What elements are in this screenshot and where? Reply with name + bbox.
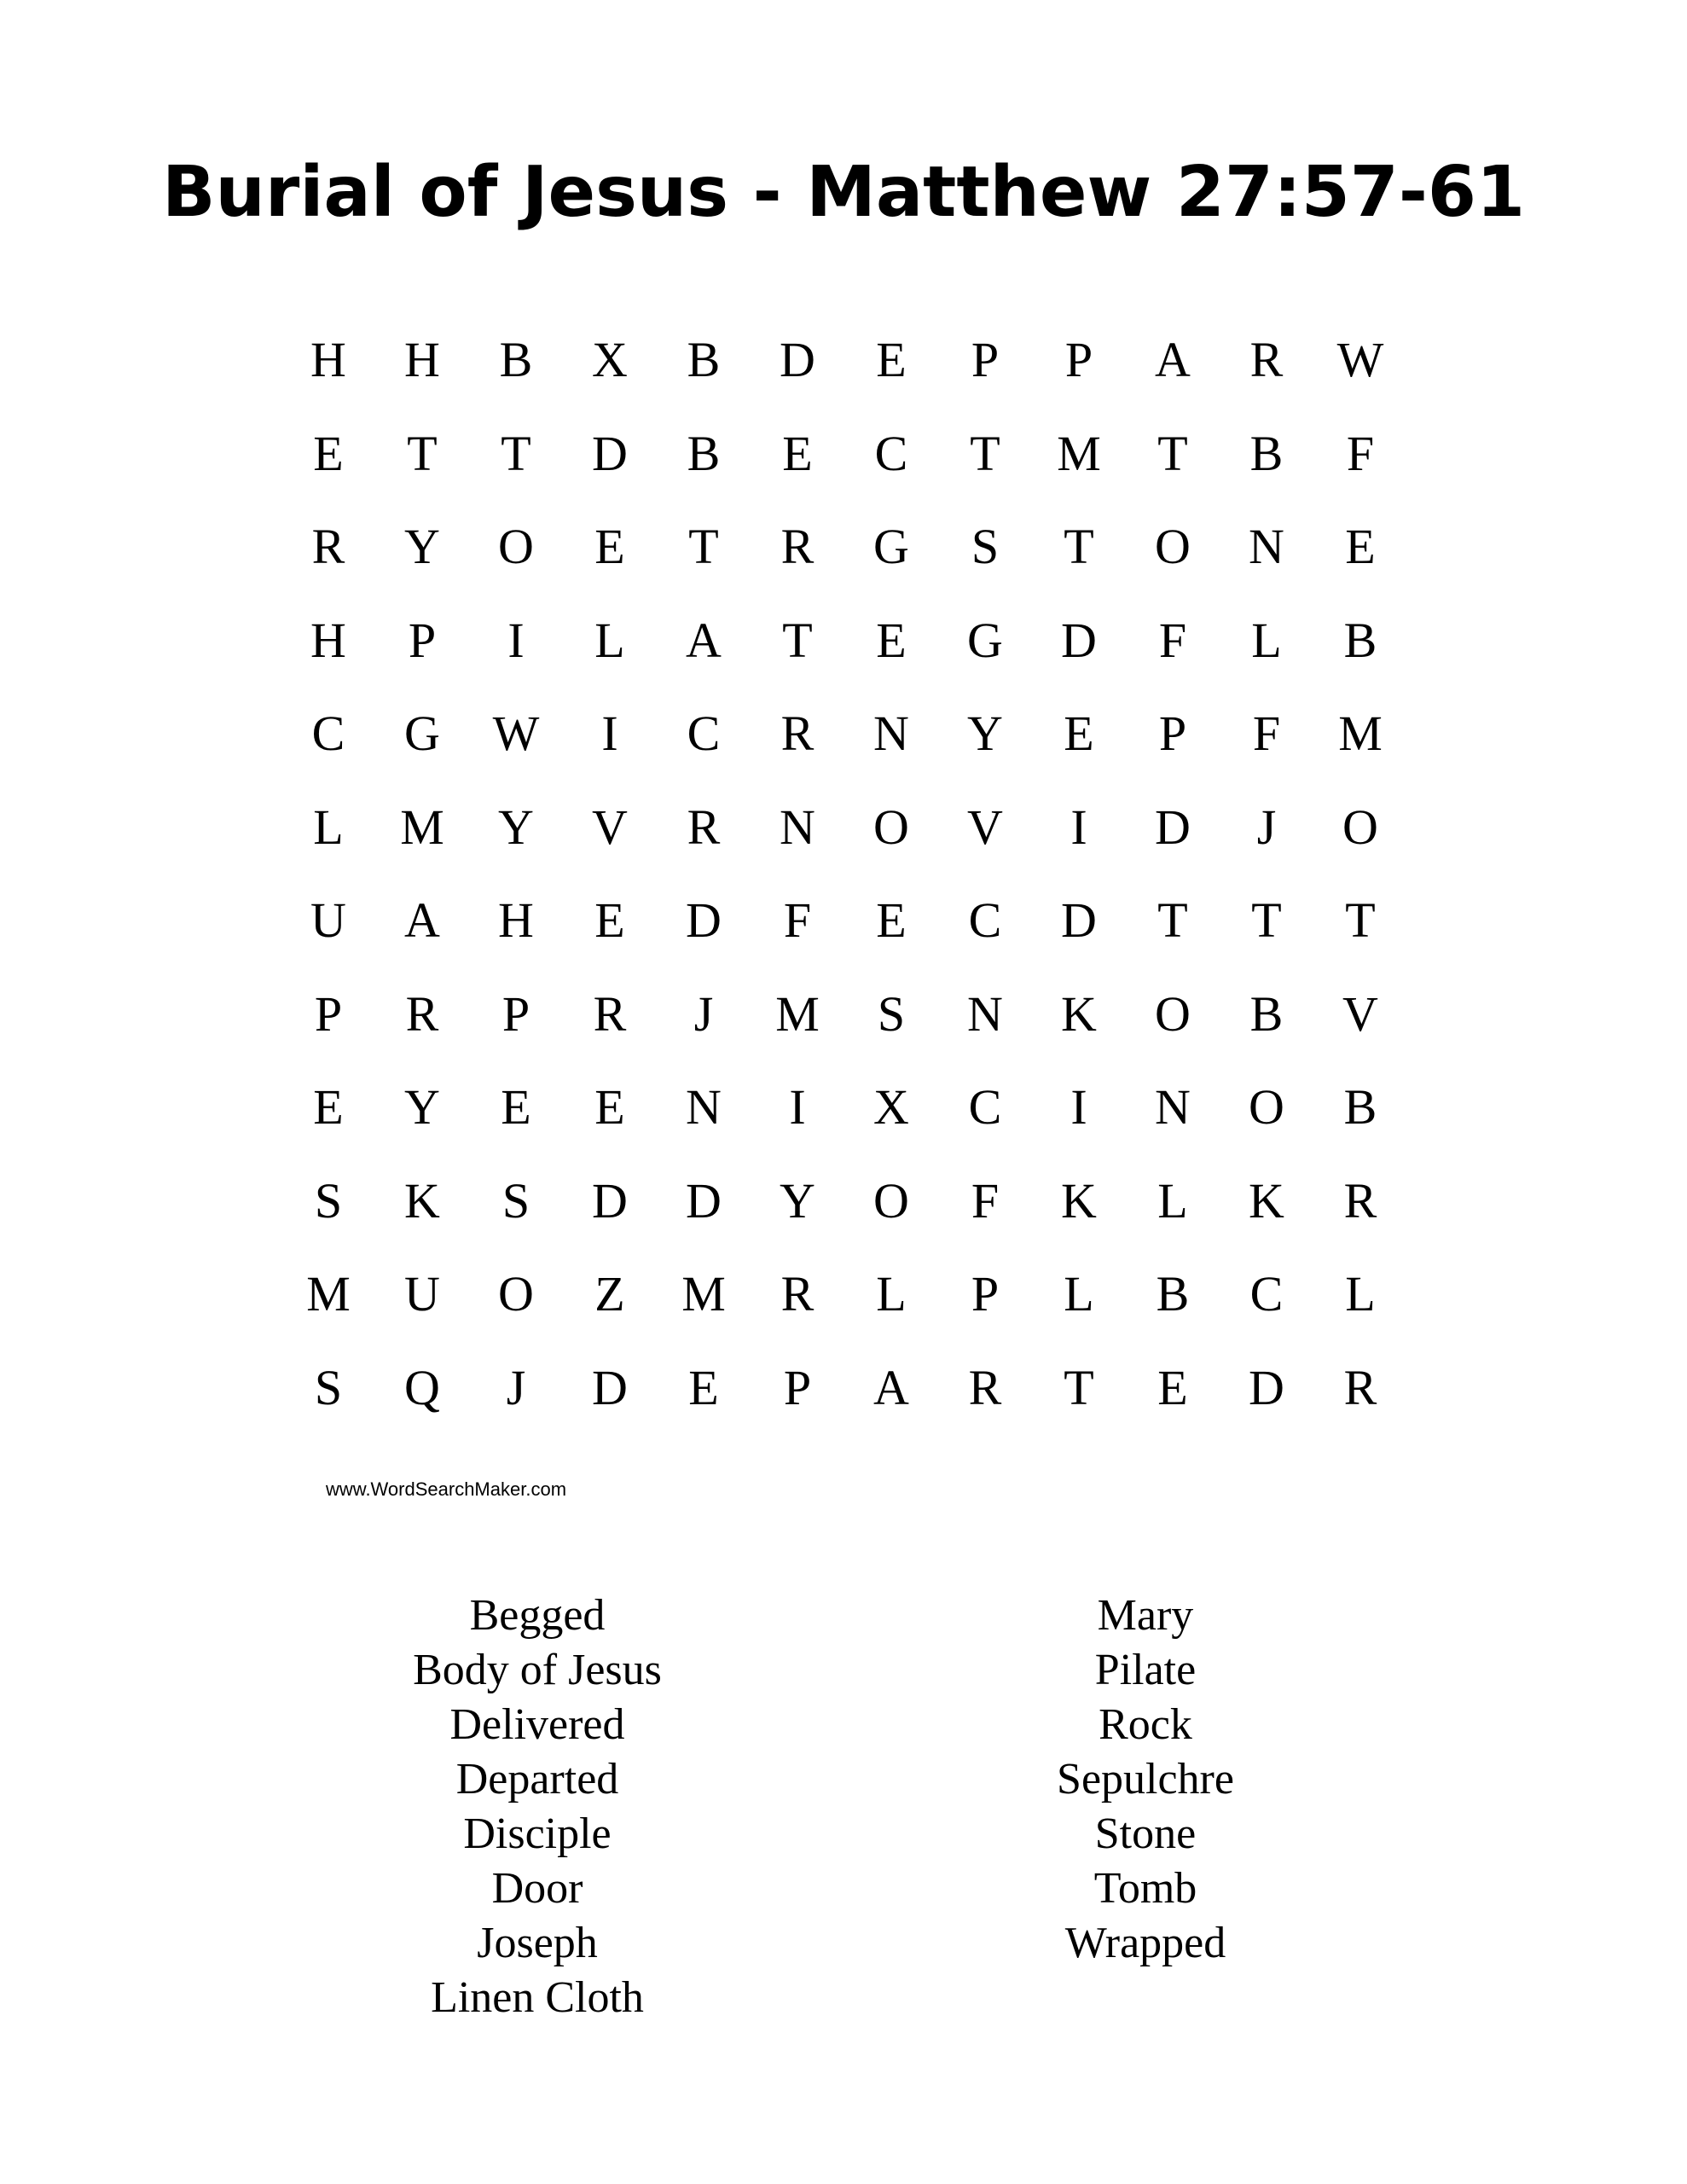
grid-letter: N xyxy=(967,985,1003,1042)
grid-letter: G xyxy=(967,612,1003,668)
grid-letter: N xyxy=(780,799,815,855)
grid-letter: E xyxy=(501,1079,531,1135)
grid-letter: B xyxy=(1343,612,1377,668)
grid-letter: C xyxy=(874,425,908,481)
grid-letter: R xyxy=(311,519,345,574)
word-list-item: Delivered xyxy=(449,1700,625,1749)
grid-letter: T xyxy=(407,425,438,481)
grid-letter: E xyxy=(313,425,344,481)
grid-letter: B xyxy=(1343,1079,1377,1135)
grid-letter: R xyxy=(1343,1359,1377,1415)
source-credit: www.WordSearchMaker.com xyxy=(326,1478,567,1500)
grid-letter: R xyxy=(780,1266,815,1321)
grid-letter: P xyxy=(314,985,343,1042)
grid-letter: C xyxy=(1249,1266,1284,1321)
grid-letter: F xyxy=(1158,612,1187,668)
grid-letter: A xyxy=(686,612,722,668)
grid-letter: P xyxy=(1064,332,1093,387)
grid-letter: L xyxy=(1345,1266,1376,1321)
grid-letter: T xyxy=(1064,1359,1094,1415)
grid-letter: G xyxy=(404,706,440,761)
grid-letter: E xyxy=(594,892,625,948)
grid-letter: A xyxy=(404,892,440,948)
grid-letter: R xyxy=(1343,1172,1377,1228)
grid-letter: R xyxy=(1249,332,1284,387)
grid-letter: D xyxy=(780,332,815,387)
grid-letter: O xyxy=(498,1266,534,1321)
grid-letter: F xyxy=(783,892,812,948)
grid-letter: E xyxy=(313,1079,344,1135)
grid-letter: T xyxy=(970,425,1000,481)
grid-letter: L xyxy=(594,612,625,668)
grid-letter: I xyxy=(789,1079,806,1135)
grid-letter: V xyxy=(1342,985,1378,1042)
grid-letter: H xyxy=(404,332,440,387)
grid-letter: D xyxy=(592,1172,628,1228)
grid-letter: E xyxy=(594,1079,625,1135)
grid-letter: Z xyxy=(594,1266,625,1321)
word-list-item: Sepulchre xyxy=(1057,1755,1234,1804)
grid-letter: K xyxy=(1061,1172,1097,1228)
grid-letter: F xyxy=(1346,425,1375,481)
grid-letter: O xyxy=(1155,985,1191,1042)
grid-letter: O xyxy=(1155,519,1191,574)
grid-letter: E xyxy=(876,892,907,948)
grid-letter: A xyxy=(873,1359,909,1415)
grid-letter: A xyxy=(1155,332,1191,387)
grid-letter: T xyxy=(782,612,813,668)
grid-letter: D xyxy=(592,425,628,481)
grid-letter: Y xyxy=(967,706,1003,761)
grid-letter: V xyxy=(967,799,1003,855)
grid-letter: P xyxy=(971,1266,1000,1321)
grid-letter: B xyxy=(1249,425,1284,481)
grid-letter: B xyxy=(687,332,721,387)
grid-letter: M xyxy=(306,1266,351,1321)
grid-letter: B xyxy=(1249,985,1284,1042)
grid-letter: W xyxy=(492,706,540,761)
grid-letter: L xyxy=(1157,1172,1188,1228)
word-list-item: Disciple xyxy=(463,1809,612,1858)
grid-letter: T xyxy=(1064,519,1094,574)
grid-letter: R xyxy=(968,1359,1002,1415)
grid-letter: B xyxy=(1156,1266,1190,1321)
grid-letter: R xyxy=(780,706,815,761)
grid-letter: P xyxy=(408,612,437,668)
word-list-item: Stone xyxy=(1094,1809,1197,1858)
grid-letter: I xyxy=(507,612,525,668)
grid-letter: S xyxy=(314,1172,343,1228)
grid-letter: V xyxy=(592,799,628,855)
grid-letter: Y xyxy=(498,799,534,855)
grid-letter: R xyxy=(593,985,627,1042)
grid-letter: O xyxy=(498,519,534,574)
grid-letter: N xyxy=(1155,1079,1191,1135)
grid-letter: B xyxy=(687,425,721,481)
grid-letter: L xyxy=(876,1266,907,1321)
grid-letter: C xyxy=(968,1079,1002,1135)
grid-letter: P xyxy=(971,332,1000,387)
word-list-item: Door xyxy=(491,1864,583,1913)
grid-letter: B xyxy=(499,332,533,387)
grid-letter: D xyxy=(1061,612,1097,668)
grid-letter: S xyxy=(314,1359,343,1415)
word-list-item: Body of Jesus xyxy=(413,1646,662,1694)
grid-letter: P xyxy=(783,1359,812,1415)
word-list-item: Departed xyxy=(455,1755,619,1804)
grid-letter: F xyxy=(971,1172,1000,1228)
grid-letter: P xyxy=(501,985,530,1042)
grid-letter: D xyxy=(686,1172,722,1228)
grid-letter: D xyxy=(686,892,722,948)
grid-letter: N xyxy=(873,706,909,761)
grid-letter: M xyxy=(775,985,820,1042)
grid-letter: J xyxy=(1256,799,1277,855)
grid-letter: M xyxy=(1057,425,1101,481)
grid-letter: O xyxy=(873,799,909,855)
grid-letter: Q xyxy=(404,1359,440,1415)
grid-letter: P xyxy=(1158,706,1187,761)
grid-letter: R xyxy=(687,799,721,855)
grid-letter: E xyxy=(1345,519,1376,574)
grid-letter: N xyxy=(686,1079,722,1135)
grid-letter: E xyxy=(876,612,907,668)
grid-letter: T xyxy=(688,519,719,574)
grid-letter: R xyxy=(780,519,815,574)
grid-letter: C xyxy=(968,892,1002,948)
grid-letter: C xyxy=(687,706,721,761)
grid-letter: Y xyxy=(780,1172,815,1228)
page-title: Burial of Jesus - Matthew 27:57-61 xyxy=(162,152,1525,233)
grid-letter: E xyxy=(688,1359,719,1415)
grid-letter: U xyxy=(310,892,346,948)
grid-letter: T xyxy=(1345,892,1376,948)
grid-letter: O xyxy=(1342,799,1378,855)
word-list-item: Pilate xyxy=(1094,1646,1197,1694)
grid-letter: E xyxy=(876,332,907,387)
grid-letter: Y xyxy=(404,1079,440,1135)
grid-letter: I xyxy=(1070,799,1087,855)
word-list-item: Mary xyxy=(1097,1591,1194,1640)
grid-letter: S xyxy=(971,519,1000,574)
grid-letter: D xyxy=(592,1359,628,1415)
grid-letter: H xyxy=(310,612,346,668)
grid-letter: T xyxy=(1251,892,1282,948)
grid-letter: D xyxy=(1155,799,1191,855)
grid-letter: K xyxy=(1249,1172,1284,1228)
grid-letter: S xyxy=(877,985,906,1042)
grid-letter: E xyxy=(1064,706,1094,761)
grid-letter: R xyxy=(405,985,439,1042)
grid-letter: I xyxy=(601,706,618,761)
grid-letter: M xyxy=(400,799,444,855)
grid-letter: W xyxy=(1336,332,1384,387)
grid-letter: O xyxy=(873,1172,909,1228)
word-list-item: Rock xyxy=(1099,1700,1192,1749)
grid-letter: X xyxy=(592,332,628,387)
word-list-left xyxy=(239,1589,836,2025)
grid-letter: D xyxy=(1061,892,1097,948)
grid-letter: U xyxy=(404,1266,440,1321)
grid-letter: L xyxy=(1251,612,1282,668)
grid-letter: K xyxy=(404,1172,440,1228)
word-search-grid xyxy=(281,320,1407,1441)
grid-letter: N xyxy=(1249,519,1284,574)
grid-letter: H xyxy=(498,892,534,948)
grid-letter: G xyxy=(873,519,909,574)
grid-letter: J xyxy=(693,985,714,1042)
grid-letter: J xyxy=(506,1359,526,1415)
grid-letter: H xyxy=(310,332,346,387)
grid-letter: E xyxy=(782,425,813,481)
grid-letter: T xyxy=(501,425,531,481)
grid-letter: F xyxy=(1252,706,1281,761)
word-list-item: Begged xyxy=(469,1591,606,1640)
word-list-right xyxy=(847,1589,1444,1971)
grid-letter: T xyxy=(1157,892,1188,948)
word-list-item: Joseph xyxy=(477,1919,598,1967)
grid-letter: M xyxy=(681,1266,726,1321)
grid-letter: D xyxy=(1249,1359,1284,1415)
grid-letter: S xyxy=(501,1172,530,1228)
grid-letter: L xyxy=(313,799,344,855)
grid-letter: M xyxy=(1338,706,1383,761)
grid-letter: X xyxy=(873,1079,909,1135)
grid-letter: T xyxy=(1157,425,1188,481)
grid-letter: E xyxy=(594,519,625,574)
word-list-item: Linen Cloth xyxy=(431,1973,644,2022)
grid-letter: I xyxy=(1070,1079,1087,1135)
word-list-item: Wrapped xyxy=(1064,1919,1226,1967)
grid-letter: Y xyxy=(404,519,440,574)
grid-letter: E xyxy=(1157,1359,1188,1415)
grid-letter: C xyxy=(311,706,345,761)
grid-letter: K xyxy=(1061,985,1097,1042)
word-list-item: Tomb xyxy=(1093,1864,1197,1913)
grid-letter: L xyxy=(1064,1266,1094,1321)
grid-letter: O xyxy=(1249,1079,1284,1135)
